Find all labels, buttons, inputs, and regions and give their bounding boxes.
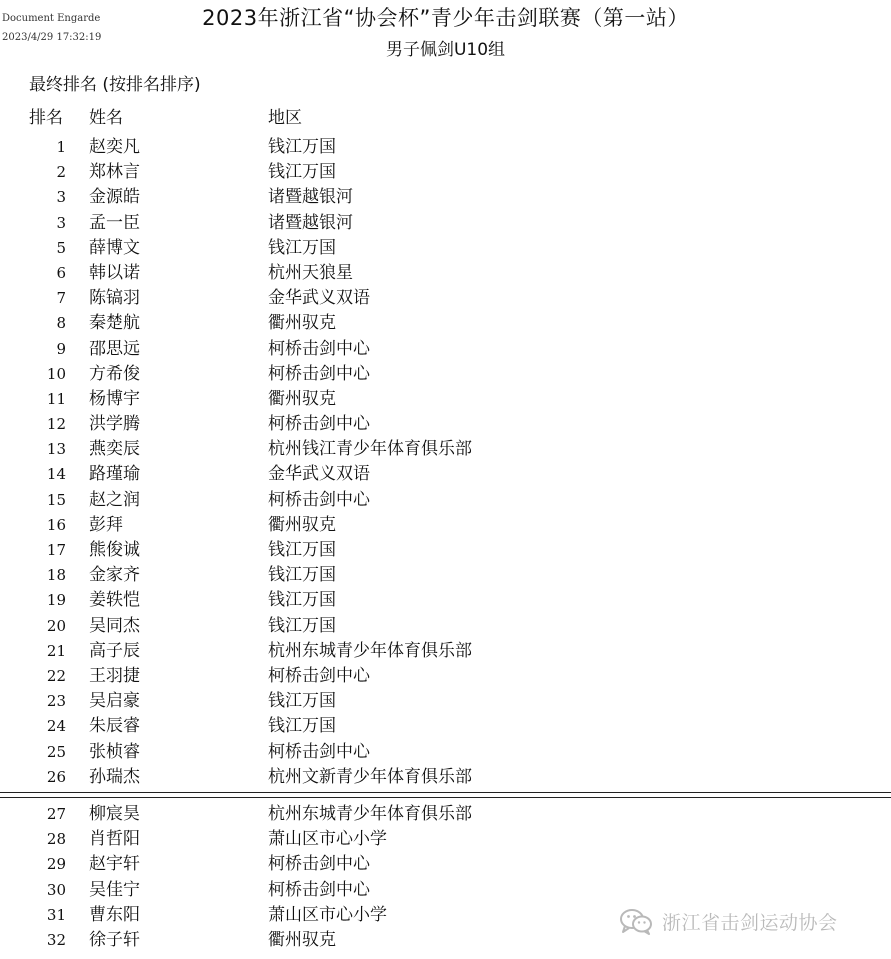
table-row [0,714,891,739]
wechat-icon [618,907,654,935]
name-cell: 金家齐 [89,565,140,586]
table-row [0,437,891,462]
table-row [0,802,891,827]
name-cell: 杨博宇 [89,388,140,409]
region-cell: 衢州驭克 [268,514,336,535]
table-row [0,286,891,311]
rank-cell: 31 [46,905,66,924]
region-cell: 钱江万国 [268,137,336,157]
table-row [0,538,891,563]
table-row [0,563,891,588]
region-cell: 萧山区市心小学 [268,904,387,925]
table-row [0,689,891,714]
rank-cell: 5 [56,238,66,257]
rank-cell: 22 [46,666,66,685]
name-cell: 孟一臣 [89,212,140,233]
divider-line [0,797,891,798]
rank-cell: 14 [46,465,66,484]
name-cell: 朱辰睿 [89,716,140,737]
rank-cell: 18 [46,566,66,585]
software-label: Document Engarde [2,13,101,24]
region-cell: 柯桥击剑中心 [268,741,370,762]
table-row [0,765,891,790]
rank-cell: 19 [46,591,66,610]
rank-cell: 25 [46,742,66,761]
region-cell: 柯桥击剑中心 [268,879,370,900]
name-cell: 薛博文 [89,237,140,258]
rank-cell: 10 [46,364,66,383]
rank-cell: 23 [46,692,66,711]
table-row [0,614,891,639]
name-cell: 姜轶恺 [89,590,140,611]
rank-cell: 26 [46,767,66,786]
rank-cell: 7 [56,289,66,308]
region-cell: 钱江万国 [268,237,336,258]
table-row [0,488,891,513]
region-cell: 柯桥击剑中心 [268,854,370,875]
table-row [0,827,891,852]
rank-cell: 27 [46,805,66,823]
table-row [0,387,891,412]
region-cell: 杭州天狼星 [268,262,353,283]
watermark [618,905,838,937]
name-cell: 高子辰 [89,640,140,661]
table-row [0,740,891,765]
region-cell: 钱江万国 [268,540,336,560]
name-cell: 韩以诺 [89,262,140,283]
rank-cell: 9 [56,339,66,358]
table-row [0,513,891,538]
ranking-list-top [0,135,891,790]
region-cell: 杭州东城青少年体育俱乐部 [268,804,472,824]
name-cell: 洪学腾 [89,414,140,435]
name-cell: 方希俊 [89,363,140,384]
rank-cell: 3 [56,213,66,232]
name-cell: 吴佳宁 [89,879,140,900]
table-row [0,160,891,185]
table-row [0,852,891,877]
table-row [0,588,891,613]
page-title: 2023年浙江省“协会杯”青少年击剑联赛（第一站） [202,6,689,30]
rank-cell: 6 [56,263,66,282]
table-row [0,211,891,236]
name-cell: 吴启豪 [89,691,140,712]
rank-cell: 32 [46,930,66,949]
region-cell: 衢州驭克 [268,313,336,334]
table-header [0,106,891,130]
region-cell: 杭州钱江青少年体育俱乐部 [268,439,472,460]
rank-cell: 13 [46,440,66,459]
region-cell: 柯桥击剑中心 [268,489,370,510]
table-row [0,337,891,362]
name-cell: 吴同杰 [89,615,140,636]
region-cell: 钱江万国 [268,691,336,712]
region-cell: 柯桥击剑中心 [268,665,370,686]
rank-cell: 29 [46,855,66,874]
region-cell: 柯桥击剑中心 [268,338,370,359]
name-cell: 金源皓 [89,187,140,208]
rank-cell: 20 [46,616,66,635]
region-cell: 萧山区市心小学 [268,829,387,850]
table-row [0,664,891,689]
name-cell: 赵奕凡 [89,137,140,157]
region-cell: 金华武义双语 [268,288,370,309]
table-row [0,462,891,487]
name-cell: 邵思远 [89,338,140,359]
region-cell: 杭州东城青少年体育俱乐部 [268,640,472,661]
page-subtitle: 男子佩剑U10组 [385,40,506,60]
name-cell: 曹东阳 [89,904,140,925]
name-cell: 郑林言 [89,162,140,183]
header-name: 姓名 [89,108,123,128]
region-cell: 钱江万国 [268,716,336,737]
region-cell: 钱江万国 [268,615,336,636]
name-cell: 赵宇轩 [89,854,140,875]
region-cell: 杭州文新青少年体育俱乐部 [268,766,472,787]
table-row [0,236,891,261]
name-cell: 燕奕辰 [89,439,140,460]
rank-cell: 17 [46,541,66,559]
table-row [0,878,891,903]
region-cell: 衢州驭克 [268,929,336,950]
region-cell: 诸暨越银河 [268,187,353,208]
rank-cell: 30 [46,880,66,899]
rank-cell: 3 [56,188,66,207]
rank-cell: 24 [46,717,66,736]
rank-cell: 8 [56,314,66,333]
rank-cell: 16 [46,515,66,534]
name-cell: 陈镐羽 [89,288,140,309]
name-cell: 路瑾瑜 [89,464,140,485]
name-cell: 彭拜 [89,514,123,535]
region-cell: 钱江万国 [268,565,336,586]
section-label: 最终排名 (按排名排序) [29,75,201,95]
header-rank: 排名 [29,108,63,128]
region-cell: 金华武义双语 [268,464,370,485]
name-cell: 肖哲阳 [89,829,140,850]
region-cell: 衢州驭克 [268,388,336,409]
name-cell: 熊俊诚 [89,540,140,560]
divider-line [0,792,891,793]
region-cell: 柯桥击剑中心 [268,414,370,435]
region-cell: 柯桥击剑中心 [268,363,370,384]
rank-cell: 1 [56,138,66,156]
table-row [0,412,891,437]
region-cell: 钱江万国 [268,590,336,611]
table-row [0,362,891,387]
table-row [0,311,891,336]
rank-cell: 12 [46,415,66,434]
name-cell: 柳宸昊 [89,804,140,824]
table-row [0,639,891,664]
rank-cell: 21 [46,641,66,660]
table-row [0,261,891,286]
table-row [0,135,891,160]
header-region: 地区 [268,108,302,128]
name-cell: 王羽捷 [89,665,140,686]
region-cell: 诸暨越银河 [268,212,353,233]
name-cell: 赵之润 [89,489,140,510]
print-datetime: 2023/4/29 17:32:19 [2,32,102,43]
name-cell: 徐子轩 [89,929,140,950]
table-row [0,185,891,210]
watermark-text: 浙江省击剑运动协会 [662,911,838,934]
name-cell: 孙瑞杰 [89,766,140,787]
name-cell: 秦楚航 [89,313,140,334]
name-cell: 张桢睿 [89,741,140,762]
rank-cell: 28 [46,830,66,849]
rank-cell: 11 [46,389,66,408]
rank-cell: 15 [46,490,66,509]
rank-cell: 2 [56,163,66,182]
region-cell: 钱江万国 [268,162,336,183]
